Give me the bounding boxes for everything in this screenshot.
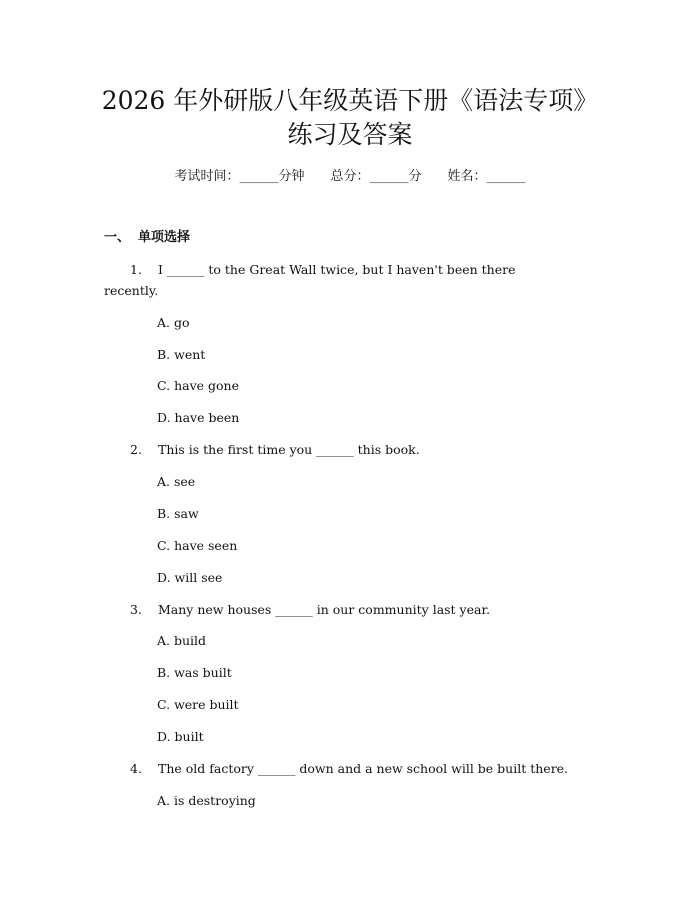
option-b: B. saw (157, 506, 199, 521)
question-number: 2. (130, 442, 142, 457)
option-c: C. have gone (157, 378, 239, 393)
question-text: The old factory ______ down and a new school will be built there. (158, 761, 569, 776)
question-text: This is the first time you ______ this book. (158, 442, 420, 457)
document-title-line1: 2026 年外研版八年级英语下册《语法专项》 (101, 86, 599, 115)
question-3 (104, 599, 584, 620)
option-b: B. was built (157, 665, 232, 680)
document-title-line2: 练习及答案 (287, 120, 413, 149)
option-d: D. have been (157, 410, 240, 425)
exam-score: 总分：______分 (330, 169, 422, 184)
option-a: A. see (157, 474, 196, 489)
question-2 (104, 439, 584, 460)
option-b: B. went (157, 347, 206, 362)
question-1 (104, 259, 584, 280)
question-number: 1. (130, 262, 142, 277)
section-heading (104, 229, 190, 247)
option-a: A. is destroying (157, 793, 256, 808)
question-4 (104, 758, 624, 779)
section-title: 单项选择 (138, 230, 191, 245)
question-text: Many new houses ______ in our community last year. (158, 602, 491, 617)
question-number: 4. (130, 761, 142, 776)
exam-meta (0, 168, 700, 186)
option-d: D. built (157, 729, 204, 744)
option-c: C. were built (157, 697, 239, 712)
student-name-field: 姓名：______ (447, 169, 526, 184)
question-number: 3. (130, 602, 142, 617)
exam-time: 考试时间：______分钟 (174, 169, 305, 184)
section-number: 一、 (104, 230, 131, 245)
question-text: I ______ to the Great Wall twice, but I haven't been there (158, 262, 516, 277)
option-c: C. have seen (157, 538, 238, 553)
option-a: A. build (157, 633, 207, 648)
option-d: D. will see (157, 570, 223, 585)
question-1-continuation: recently. (104, 283, 159, 298)
option-a: A. go (157, 315, 190, 330)
